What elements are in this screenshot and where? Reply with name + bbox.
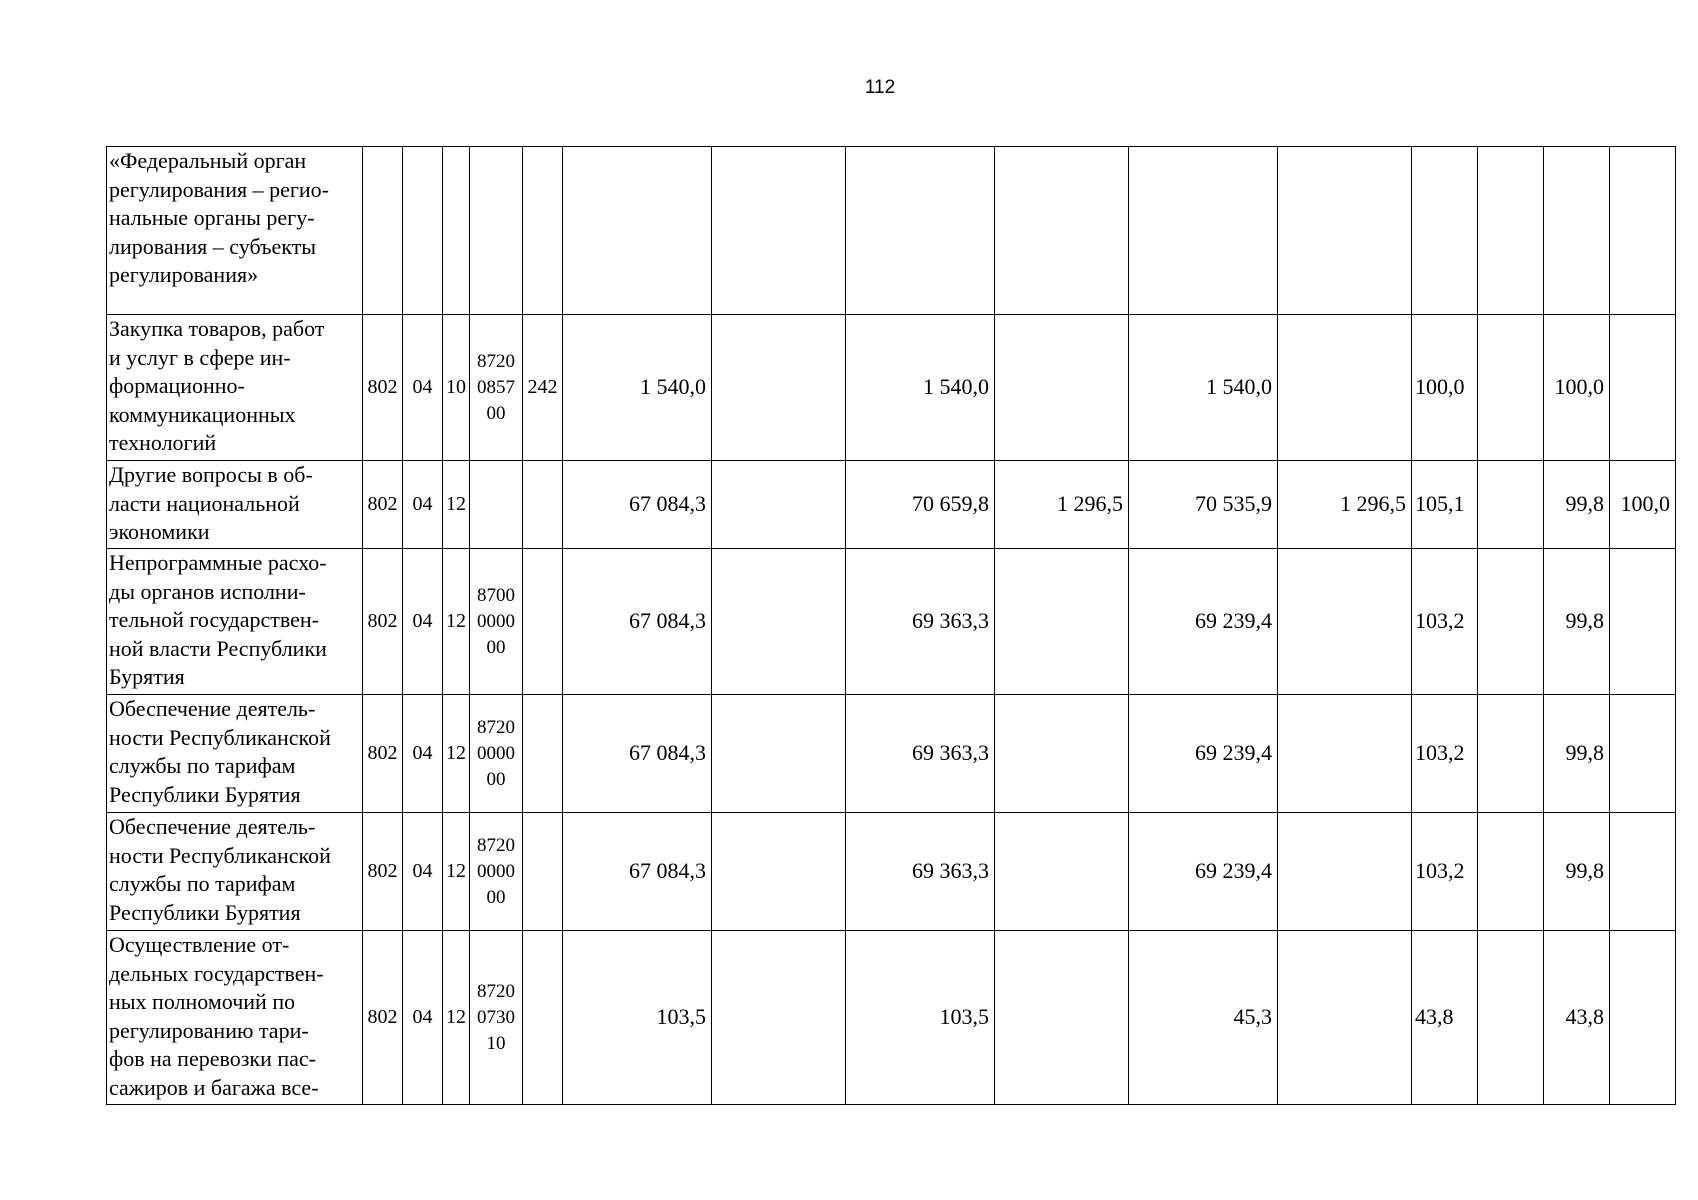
amount-col-11 <box>1278 549 1412 695</box>
glava-cell: 802 <box>363 695 403 813</box>
section-cell: 04 <box>403 695 443 813</box>
percent-col-13 <box>1478 549 1544 695</box>
percent-col-13 <box>1478 147 1544 315</box>
percent-col-12: 103,2 <box>1412 695 1478 813</box>
amount-col-11 <box>1278 931 1412 1105</box>
glava-cell: 802 <box>363 931 403 1105</box>
row-name-line: Закупка товаров, работ <box>109 316 325 341</box>
row-name-line: «Федеральный орган <box>109 148 307 173</box>
row-name-cell <box>107 549 363 695</box>
row-name-cell <box>107 813 363 931</box>
section-cell <box>403 147 443 315</box>
row-name-line: сажиров и багажа все- <box>109 1074 319 1100</box>
row-name-line: и услуг в сфере ин- <box>109 344 291 370</box>
percent-col-15 <box>1610 549 1676 695</box>
amount-col-8: 69 363,3 <box>846 695 995 813</box>
row-name-line: экономики <box>109 519 210 544</box>
row-name-line: службы по тарифам <box>109 871 296 896</box>
percent-col-13 <box>1478 695 1544 813</box>
target-article-line: 0730 <box>477 1006 515 1028</box>
table-row <box>107 315 1676 461</box>
percent-col-14 <box>1544 147 1610 315</box>
row-name-line: регулирования – регио- <box>109 176 329 202</box>
target-article-cell <box>470 315 523 461</box>
target-article-cell <box>470 549 523 695</box>
amount-col-11 <box>1278 813 1412 931</box>
glava-cell: 802 <box>363 813 403 931</box>
table-row <box>107 549 1676 695</box>
row-name-line: ласти национальной <box>109 490 300 516</box>
amount-col-10: 45,3 <box>1129 931 1278 1105</box>
amount-col-6: 67 084,3 <box>563 461 712 549</box>
glava-cell <box>363 147 403 315</box>
expense-type-cell <box>523 147 563 315</box>
table-row <box>107 695 1676 813</box>
percent-col-15 <box>1610 315 1676 461</box>
row-name-line: Республики Бурятия <box>109 899 301 925</box>
percent-col-14: 43,8 <box>1544 931 1610 1105</box>
row-name-cell <box>107 931 363 1105</box>
row-name-cell <box>107 461 363 549</box>
amount-col-11 <box>1278 147 1412 315</box>
percent-col-15 <box>1610 813 1676 931</box>
amount-col-7 <box>712 461 846 549</box>
row-name-line: регулированию тари- <box>109 1017 309 1043</box>
amount-col-9 <box>995 549 1129 695</box>
row-name-line: регулирования» <box>109 262 259 287</box>
amount-col-9 <box>995 147 1129 315</box>
section-cell: 04 <box>403 813 443 931</box>
glava-cell: 802 <box>363 549 403 695</box>
target-article-line: 0857 <box>477 376 515 398</box>
subsection-cell: 12 <box>443 549 470 695</box>
amount-col-6 <box>563 147 712 315</box>
percent-col-12: 103,2 <box>1412 549 1478 695</box>
percent-col-13 <box>1478 315 1544 461</box>
amount-col-7 <box>712 549 846 695</box>
amount-col-7 <box>712 931 846 1105</box>
amount-col-10: 69 239,4 <box>1129 695 1278 813</box>
target-article-line: 00 <box>486 768 506 790</box>
percent-col-15 <box>1610 147 1676 315</box>
expense-type-cell <box>523 813 563 931</box>
target-article-line: 10 <box>486 1032 506 1054</box>
amount-col-8: 70 659,8 <box>846 461 995 549</box>
amount-col-9: 1 296,5 <box>995 461 1129 549</box>
target-article-line: 00 <box>486 886 506 908</box>
target-article-cell <box>470 147 523 315</box>
percent-col-13 <box>1478 461 1544 549</box>
percent-col-15 <box>1610 931 1676 1105</box>
amount-col-11 <box>1278 695 1412 813</box>
section-cell: 04 <box>403 461 443 549</box>
amount-col-10: 69 239,4 <box>1129 549 1278 695</box>
amount-col-7 <box>712 147 846 315</box>
expense-type-cell <box>523 931 563 1105</box>
table-row <box>107 461 1676 549</box>
glava-cell: 802 <box>363 461 403 549</box>
amount-col-6: 103,5 <box>563 931 712 1105</box>
amount-col-11: 1 296,5 <box>1278 461 1412 549</box>
subsection-cell: 12 <box>443 813 470 931</box>
expense-type-cell <box>523 549 563 695</box>
table-row <box>107 813 1676 931</box>
amount-col-8: 1 540,0 <box>846 315 995 461</box>
row-name-line: Обеспечение деятель- <box>109 696 316 721</box>
target-article-line: 00 <box>486 636 506 658</box>
percent-col-12: 105,1 <box>1412 461 1478 549</box>
row-name-line: Непрограммные расхо- <box>109 550 327 575</box>
target-article-line: 8720 <box>477 980 515 1002</box>
row-name-line: ных полномочий по <box>109 989 296 1014</box>
percent-col-14: 99,8 <box>1544 813 1610 931</box>
row-name-cell <box>107 147 363 315</box>
amount-col-9 <box>995 813 1129 931</box>
table-row <box>107 931 1676 1105</box>
percent-col-13 <box>1478 813 1544 931</box>
subsection-cell <box>443 147 470 315</box>
row-name-line: тельной государствен- <box>109 607 320 632</box>
amount-col-7 <box>712 813 846 931</box>
amount-col-11 <box>1278 315 1412 461</box>
section-cell: 04 <box>403 549 443 695</box>
target-article-line: 8720 <box>477 716 515 738</box>
target-article-line: 8720 <box>477 834 515 856</box>
row-name-line: Обеспечение деятель- <box>109 814 316 839</box>
target-article-line: 00 <box>486 402 506 424</box>
amount-col-6: 67 084,3 <box>563 695 712 813</box>
target-article-cell <box>470 461 523 549</box>
amount-col-6: 67 084,3 <box>563 549 712 695</box>
amount-col-8: 69 363,3 <box>846 549 995 695</box>
subsection-cell: 12 <box>443 931 470 1105</box>
row-name-line: коммуникационных <box>109 401 296 427</box>
row-name-line: ной власти Республики <box>109 635 327 661</box>
row-name-line: технологий <box>109 430 217 455</box>
row-name-line: фов на перевозки пас- <box>109 1046 317 1071</box>
percent-col-14: 100,0 <box>1544 315 1610 461</box>
amount-col-10: 69 239,4 <box>1129 813 1278 931</box>
amount-col-6: 67 084,3 <box>563 813 712 931</box>
row-name-line: дельных государствен- <box>109 960 324 986</box>
percent-col-12 <box>1412 147 1478 315</box>
percent-col-12: 103,2 <box>1412 813 1478 931</box>
expense-type-cell <box>523 695 563 813</box>
row-name-line: Другие вопросы в об- <box>109 462 313 487</box>
amount-col-8 <box>846 147 995 315</box>
percent-col-15: 100,0 <box>1610 461 1676 549</box>
amount-col-7 <box>712 315 846 461</box>
amount-col-8: 69 363,3 <box>846 813 995 931</box>
row-name-line: ды органов исполни- <box>109 578 306 604</box>
amount-col-8: 103,5 <box>846 931 995 1105</box>
row-name-line: нальные органы регу- <box>109 205 315 230</box>
target-article-line: 0000 <box>477 742 515 764</box>
row-name-line: Бурятия <box>109 664 185 689</box>
percent-col-13 <box>1478 931 1544 1105</box>
percent-col-14: 99,8 <box>1544 695 1610 813</box>
percent-col-12: 100,0 <box>1412 315 1478 461</box>
row-name-line: ности Республиканской <box>109 724 331 750</box>
amount-col-7 <box>712 695 846 813</box>
page-number: 112 <box>864 77 896 98</box>
amount-col-10: 1 540,0 <box>1129 315 1278 461</box>
target-article-cell <box>470 695 523 813</box>
target-article-line: 0000 <box>477 610 515 632</box>
subsection-cell: 12 <box>443 461 470 549</box>
section-cell: 04 <box>403 315 443 461</box>
amount-col-6: 1 540,0 <box>563 315 712 461</box>
subsection-cell: 10 <box>443 315 470 461</box>
budget-table <box>106 146 1676 1105</box>
row-name-line: ности Республиканской <box>109 842 331 868</box>
percent-col-15 <box>1610 695 1676 813</box>
section-cell: 04 <box>403 931 443 1105</box>
target-article-line: 8700 <box>477 584 515 606</box>
target-article-cell <box>470 813 523 931</box>
table-body <box>107 147 1676 1105</box>
glava-cell: 802 <box>363 315 403 461</box>
amount-col-9 <box>995 695 1129 813</box>
row-name-cell <box>107 695 363 813</box>
row-name-line: службы по тарифам <box>109 753 296 778</box>
row-name-line: формационно- <box>109 373 245 398</box>
subsection-cell: 12 <box>443 695 470 813</box>
row-name-line: Осуществление от- <box>109 932 290 957</box>
expense-type-cell <box>523 461 563 549</box>
amount-col-9 <box>995 931 1129 1105</box>
percent-col-14: 99,8 <box>1544 549 1610 695</box>
table-row <box>107 147 1676 315</box>
target-article-cell <box>470 931 523 1105</box>
row-name-line: Республики Бурятия <box>109 781 301 807</box>
row-name-line: лирования – субъекты <box>109 233 317 259</box>
percent-col-12: 43,8 <box>1412 931 1478 1105</box>
percent-col-14: 99,8 <box>1544 461 1610 549</box>
target-article-line: 0000 <box>477 860 515 882</box>
expense-type-cell: 242 <box>523 315 563 461</box>
amount-col-10: 70 535,9 <box>1129 461 1278 549</box>
row-name-cell <box>107 315 363 461</box>
target-article-line: 8720 <box>477 350 515 372</box>
amount-col-9 <box>995 315 1129 461</box>
amount-col-10 <box>1129 147 1278 315</box>
